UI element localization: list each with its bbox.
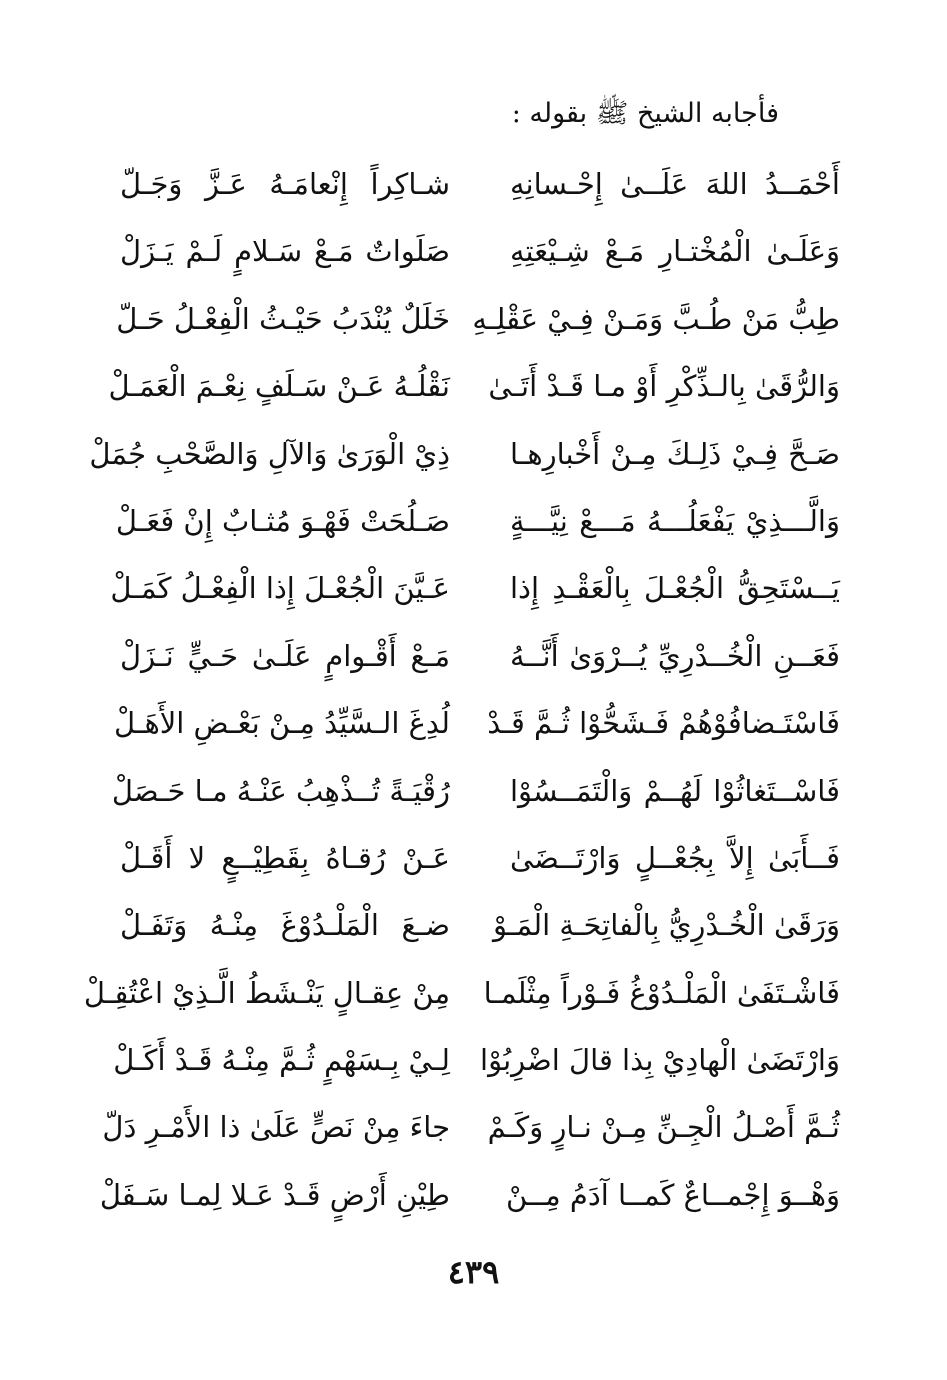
second-hemistich: مِنْ عِقـالٍ يَنْـشَطُ الَّـذِيْ اعْتُقِـلْ (83, 975, 450, 1010)
first-hemistich: فَاشْـتَفَىٰ الْمَلْـدُوْغُ فَـوْراً مِثْلَمـا (483, 975, 840, 1010)
poem-verses (83, 154, 840, 1232)
first-hemistich: وَارْتَضَىٰ الْهادِيْ بِذا قالَ اضْرِبُوْا (480, 1043, 840, 1078)
first-hemistich: وَالرُّقَىٰ بِالـذِّكْرِ أَوْ مـا قَـدْ أَتَـىٰ (488, 369, 840, 404)
second-hemistich: صَـلُحَتْ فَهْـوَ مُثـابٌ إِنْ فَعَـلْ (115, 503, 450, 538)
first-hemistich: فَاسْتَـضافُوْهُمْ فَـشَحُّوْا ثُـمَّ قَـدْ (487, 706, 840, 741)
second-hemistich: عَـيَّنَ الْجُعْـلَ إِذا الْفِعْـلُ كَمَـلْ (110, 571, 450, 606)
verse-line (120, 154, 840, 221)
verse-line (113, 693, 840, 760)
first-hemistich: ثُـمَّ أَصْـلُ الْجِـنِّ مِـنْ نـارٍ وَكَـمْ (487, 1110, 840, 1145)
first-hemistich: صَـحَّ فِـيْ ذَلِـكَ مِـنْ أَخْبارِهـا (510, 436, 840, 471)
section-heading: فأجابه الشيخ ﷺ بقوله : (511, 98, 779, 129)
second-hemistich: ضـعَ الْمَلْـدُوْغَ مِنْـهُ وَتَفَـلْ (120, 908, 450, 943)
second-hemistich: مَـعْ أَقْـوامٍ عَلَـىٰ حَـيٍّ نَـزَلْ (120, 638, 450, 673)
second-hemistich: لِـيْ بِـسَهْمٍ ثُـمَّ مِنْـهُ قَـدْ أَكَـلْ (113, 1043, 450, 1078)
first-hemistich: طِبُّ مَنْ طُـبَّ وَمَـنْ فِـيْ عَقْلِـهِ (472, 301, 840, 336)
verse-line (102, 1097, 840, 1164)
verse-line (99, 1165, 840, 1232)
verse-line (89, 424, 840, 491)
verse-line (108, 356, 840, 423)
second-hemistich: طِيْنِ أَرْضٍ قَـدْ عَـلا لِمـا سَـفَلْ (99, 1177, 450, 1212)
verse-line (120, 828, 840, 895)
verse-line (110, 558, 840, 625)
first-hemistich: أَحْمَــدُ اللهَ عَلَــىٰ إِحْـسانِهِ (510, 167, 840, 201)
first-hemistich: وَالَّـــذِيْ يَفْعَلُـــهُ مَـــعْ نِيَّـــةٍ (510, 503, 840, 538)
second-hemistich: جاءَ مِنْ نَصٍّ عَلَىٰ ذا الأَمْـرِ دَلّ (102, 1110, 450, 1145)
second-hemistich: نَقْلُـهُ عَـنْ سَـلَفٍ نِعْـمَ الْعَمَـلْ (108, 369, 450, 404)
first-hemistich: وَعَلَـىٰ الْمُخْتـارِ مَـعْ شِـيْعَتِهِ (510, 234, 840, 269)
first-hemistich: وَرَقَىٰ الْخُـدْرِيُّ بِالْفاتِحَـةِ الْمَـوْ (493, 908, 840, 943)
first-hemistich: يَــسْتَحِقُّ الْجُعْـلَ بِالْعَقْـدِ إِذا (510, 571, 840, 606)
verse-line (120, 626, 840, 693)
second-hemistich: خَلَلٌ يُنْدَبُ حَيْـثُ الْفِعْـلُ حَـلّ (116, 301, 450, 336)
verse-line (115, 491, 840, 558)
verse-line (83, 963, 840, 1030)
verse-line (116, 289, 840, 356)
first-hemistich: فَاسْــتَغاثُوْا لَهُــمْ وَالْتَمَــسُوْا (510, 773, 840, 808)
page-number: ٤٣٩ (447, 1253, 500, 1291)
first-hemistich: فَعَــنِ الْخُــدْرِيِّ يُــرْوَىٰ أَنَّــهُ (510, 638, 840, 673)
second-hemistich: ذِيْ الْوَرَىٰ وَالآلِ وَالصَّحْبِ جُمَلْ (89, 436, 450, 471)
second-hemistich: رُقْيَـةً تُــذْهِبُ عَنْـهُ مـا حَـصَلْ (111, 773, 450, 808)
verse-line (111, 761, 840, 828)
verse-line (120, 221, 840, 288)
second-hemistich: شـاكِراً إِنْعامَـهُ عَـزَّ وَجَـلّ (120, 167, 450, 201)
verse-line (120, 895, 840, 962)
second-hemistich: عَـنْ رُقـاهُ بِقَطِيْــعٍ لا أَقَـلْ (120, 840, 450, 875)
first-hemistich: فَــأَبَىٰ إِلاَّ بِجُعْــلٍ وَارْتَــضَىٰ (510, 840, 840, 875)
second-hemistich: صَلَواتٌ مَـعْ سَـلامٍ لَـمْ يَـزَلْ (120, 234, 450, 269)
verse-line (113, 1030, 840, 1097)
second-hemistich: لُدِغَ الـسَّيِّدُ مِـنْ بَعْـضِ الأَهَـلْ (113, 706, 450, 741)
first-hemistich: وَهْــوَ إِجْمــاعٌ كَمــا آدَمُ مِــنْ (506, 1177, 840, 1212)
